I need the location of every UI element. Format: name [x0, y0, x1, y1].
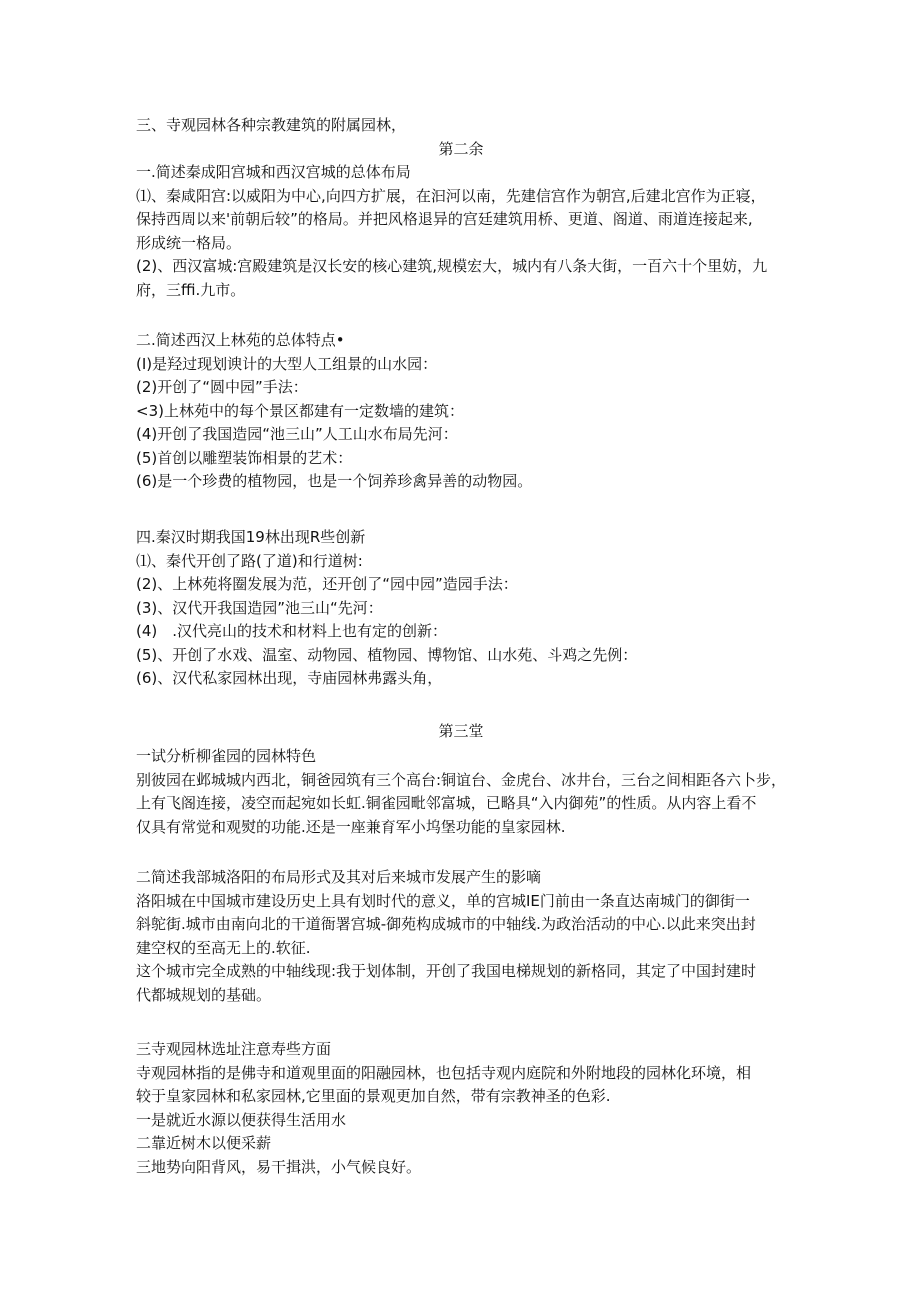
q1-line: (2)、西汉富城:宫殿建筑是汉长安的核心建筑,规模宏大，城内有八条大街，一百六十个里妨，九 [136, 257, 768, 275]
ch3-q1-title: 一试分析柳雀园的园林特色 [136, 747, 317, 765]
ch3-q1-line: 别彼园在邺城城内西北，铜爸园筑有三个高台:铜谊台、金虎台、冰井台，三台之间相距各六卜步， [136, 770, 786, 789]
q1-line: 形成统一格局。 [136, 233, 242, 252]
q1-line: 府，三ffi.九市。 [136, 280, 246, 299]
q2-title: 二.简述西汉上林苑的总体特点• [136, 331, 345, 349]
chapter-3-q2 [136, 866, 786, 1007]
q2-item: (2)开创了“圆中园”手法： [136, 378, 308, 396]
section-top [136, 114, 786, 302]
ch3-q1-line: 上有飞阁连接，凌空而起宛如长虹.铜雀园毗邻富城，已略具“入内御苑”的性质。从内容上看不 [136, 794, 757, 812]
chapter-3-q1 [136, 745, 786, 839]
q4-item: (2)、上林苑将圈发展为范，还开创了“园中园”造园手法： [136, 575, 518, 593]
ch3-q2-line: 代都城规划的基础。 [136, 985, 272, 1004]
ch3-q3-line: 一是就近水源以便获得生活用水 [136, 1110, 347, 1129]
q2-item: (4)开创了我国造园“池三山”人工山水布局先河： [136, 425, 458, 443]
section-q2 [136, 329, 786, 494]
q2-item: (I)是羟过现划谀计的大型人工组景的山水园： [136, 354, 438, 373]
ch3-q3-line: 三地势向阳背风，易干揖洪，小气候良好。 [136, 1157, 422, 1176]
ch3-q3-line: 较于皇家园林和私家园林,它里面的景观更加自然，带有宗教神圣的色彩. [136, 1087, 611, 1105]
ch3-q2-line: 洛阳城在中国城市建设历史上具有划时代的意义，单的宫城IE门前由一条直达南城门的御街一 [136, 891, 750, 910]
q4-item: (4) .汉代亮山的技术和材料上也有定的创新： [136, 622, 448, 640]
section-q4 [136, 526, 786, 691]
q2-item: (5)首创以雕塑装饰相景的艺术： [136, 448, 353, 467]
q1-line: 保持西周以来'前朝后较”的格局。并把风格退异的宫廷建筑用桥、更道、阁道、雨道连接起来, [136, 210, 753, 228]
q4-item: (5)、开创了水戏、温室、动物园、植物园、博物馆、山水苑、斗鸡之先例： [136, 645, 638, 664]
ch3-q2-title: 二简述我部城洛阳的布局形式及其对后来城市发展产生的影嘀 [136, 868, 542, 886]
q1-title: 一.简述秦成阳宫城和西汉宫城的总体布局 [136, 163, 411, 181]
ch3-q2-line: 这个城市完全成熟的中轴线现:我于划体制，开创了我国电梯规划的新格同，其定了中国封建时 [136, 962, 757, 980]
ch3-q2-line: 斜鸵街.城市由南向北的干道衙署宫城-御苑构成城市的中轴线.为政治活动的中心.以此来突出封 [136, 915, 756, 933]
ch3-q3-line: 二靠近树木以便采薪 [136, 1134, 272, 1152]
q4-item: (6)、汉代私家园林出现，寺庙园林弗露头角， [136, 669, 443, 687]
q1-line: ⑴、秦咸阳宫:以威阳为中心,向四方扩展，在汩河以南，先建信宫作为朝宫,后建北宫作为正寝， [136, 186, 766, 205]
chapter-3-header [136, 720, 786, 744]
ch3-q2-line: 建空权的至高无上的.软征. [136, 938, 311, 957]
q4-item: ⑴、秦代开创了路(了道)和行道树: [136, 551, 363, 570]
ch3-q1-line: 仅具有常觉和观熨的功能.还是一座兼育军小坞堡功能的皇家园林. [136, 817, 566, 836]
q4-title: 四.秦汉时期我国19林出现R些创新 [136, 528, 366, 546]
intro-line: 三、寺观园林各种宗教建筑的附属园林， [136, 116, 407, 134]
q2-item: (6)是一个珍费的植物园，也是一个饲养珍禽异善的动物园。 [136, 472, 533, 490]
q4-item: (3)、汉代开我国造园”池三山“先河： [136, 598, 383, 617]
chapter-2-title: 第二余 [438, 139, 484, 158]
chapter-3-q3 [136, 1038, 786, 1179]
ch3-q3-title: 三寺观园林选址注意寿些方面 [136, 1040, 332, 1058]
ch3-q3-line: 寺观园林指的是佛寺和道观里面的阳融园林，也包括寺观内庭院和外附地段的园林化环境，相 [136, 1063, 752, 1082]
chapter-3-title: 第三堂 [438, 722, 484, 740]
q2-item: <3)上林苑中的每个景区都建有一定数墙的建筑： [136, 401, 464, 420]
